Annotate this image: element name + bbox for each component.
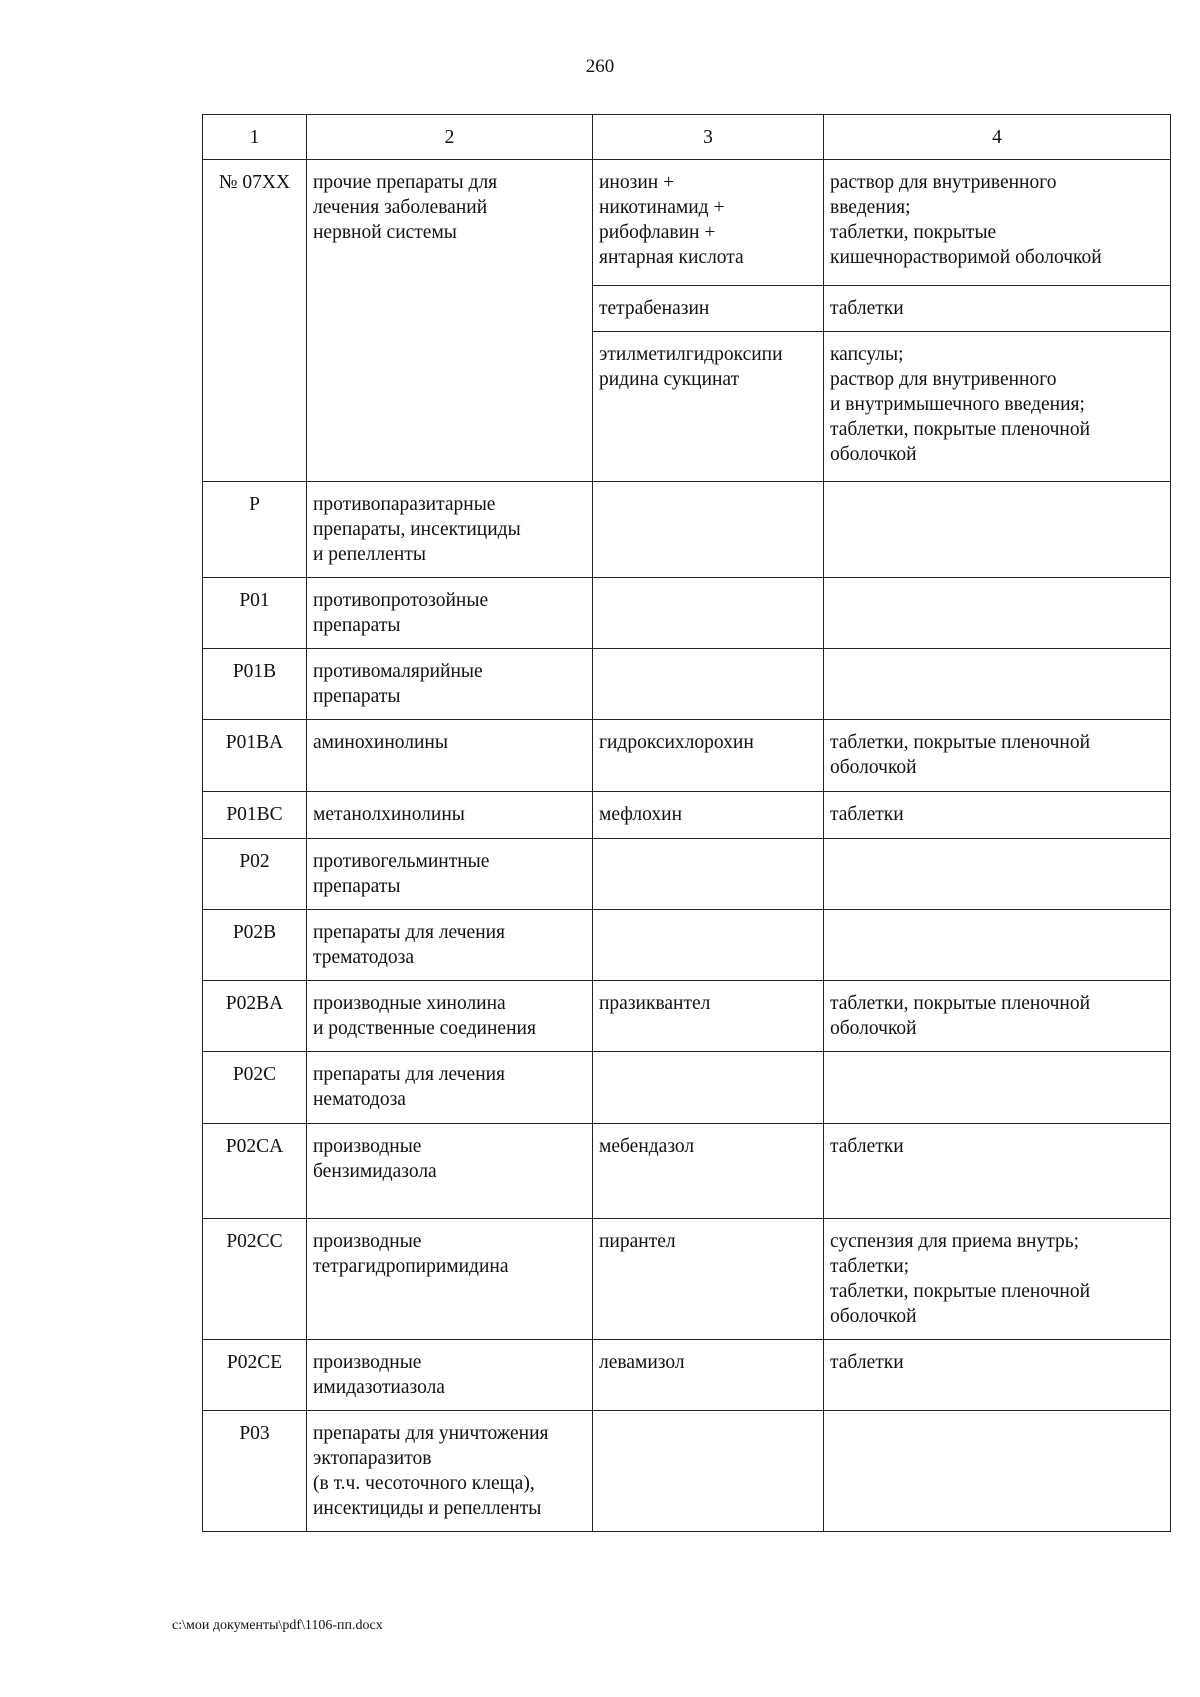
substance-name: пирантел [593, 1219, 824, 1340]
substance-name [593, 649, 824, 720]
atc-code: P02B [203, 910, 307, 981]
group-name: противопаразитарные препараты, инсектициды и репелленты [307, 482, 593, 578]
group-name: противогельминтные препараты [307, 839, 593, 910]
atc-code: P02CA [203, 1124, 307, 1219]
dosage-form [824, 649, 1171, 720]
group-name: противопротозойные препараты [307, 578, 593, 649]
atc-code: P02CC [203, 1219, 307, 1340]
dosage-form: таблетки [824, 1340, 1171, 1411]
dosage-form: раствор для внутривенного введения; таблетки, покрытые кишечнорастворимой оболочкой [824, 160, 1171, 286]
drug-table [202, 114, 1171, 1532]
group-name: производные бензимидазола [307, 1124, 593, 1219]
substance-name: тетрабеназин [593, 286, 824, 332]
dosage-form [824, 578, 1171, 649]
dosage-form: таблетки [824, 1124, 1171, 1219]
substance-name: мебендазол [593, 1124, 824, 1219]
substance-name: празиквантел [593, 981, 824, 1052]
atc-code: P01BA [203, 720, 307, 792]
substance-name: мефлохин [593, 792, 824, 839]
table-row [203, 910, 1171, 981]
header-cell-2: 2 [307, 115, 593, 160]
table-header-row [203, 115, 1171, 160]
table-row [203, 839, 1171, 910]
dosage-form [824, 910, 1171, 981]
atc-code: P01BC [203, 792, 307, 839]
table-row [203, 160, 1171, 286]
dosage-form: капсулы; раствор для внутривенного и внутримышечного введения; таблетки, покрытые пленочной оболочкой [824, 332, 1171, 482]
dosage-form [824, 1052, 1171, 1124]
table-row [203, 578, 1171, 649]
footer-file-path: c:\мои документы\pdf\1106-пп.docx [172, 1618, 383, 1633]
group-name: препараты для лечения трематодоза [307, 910, 593, 981]
table-row [203, 1411, 1171, 1532]
atc-code: P02 [203, 839, 307, 910]
substance-name [593, 910, 824, 981]
header-cell-4: 4 [824, 115, 1171, 160]
atc-code: № 07XX [203, 160, 307, 482]
substance-name [593, 1052, 824, 1124]
substance-name: этилметилгидроксипи ридина сукцинат [593, 332, 824, 482]
table-row [203, 1124, 1171, 1219]
table-row [203, 981, 1171, 1052]
group-name: производные тетрагидропиримидина [307, 1219, 593, 1340]
atc-code: P03 [203, 1411, 307, 1532]
group-name: метанолхинолины [307, 792, 593, 839]
group-name: противомалярийные препараты [307, 649, 593, 720]
group-name: прочие препараты для лечения заболеваний нервной системы [307, 160, 593, 482]
substance-name: гидроксихлорохин [593, 720, 824, 792]
dosage-form [824, 1411, 1171, 1532]
atc-code: P01B [203, 649, 307, 720]
group-name: аминохинолины [307, 720, 593, 792]
page-number: 260 [585, 56, 615, 77]
group-name: препараты для уничтожения эктопаразитов (в т.ч. чесоточного клеща), инсектициды и репелленты [307, 1411, 593, 1532]
table-row [203, 720, 1171, 792]
dosage-form: таблетки, покрытые пленочной оболочкой [824, 981, 1171, 1052]
dosage-form: таблетки [824, 286, 1171, 332]
dosage-form: суспензия для приема внутрь; таблетки; таблетки, покрытые пленочной оболочкой [824, 1219, 1171, 1340]
substance-name [593, 482, 824, 578]
substance-name [593, 839, 824, 910]
substance-name [593, 1411, 824, 1532]
table-row [203, 1340, 1171, 1411]
dosage-form [824, 482, 1171, 578]
dosage-form: таблетки, покрытые пленочной оболочкой [824, 720, 1171, 792]
atc-code: P01 [203, 578, 307, 649]
group-name: препараты для лечения нематодоза [307, 1052, 593, 1124]
table-row [203, 792, 1171, 839]
atc-code: P02CE [203, 1340, 307, 1411]
group-name: производные хинолина и родственные соединения [307, 981, 593, 1052]
atc-code: P [203, 482, 307, 578]
table-row [203, 649, 1171, 720]
header-cell-3: 3 [593, 115, 824, 160]
substance-name: левамизол [593, 1340, 824, 1411]
atc-code: P02C [203, 1052, 307, 1124]
table-row [203, 1219, 1171, 1340]
substance-name: инозин + никотинамид + рибофлавин + янтарная кислота [593, 160, 824, 286]
group-name: производные имидазотиазола [307, 1340, 593, 1411]
substance-name [593, 578, 824, 649]
dosage-form: таблетки [824, 792, 1171, 839]
atc-code: P02BA [203, 981, 307, 1052]
header-cell-1: 1 [203, 115, 307, 160]
dosage-form [824, 839, 1171, 910]
table-row [203, 482, 1171, 578]
table-row [203, 1052, 1171, 1124]
